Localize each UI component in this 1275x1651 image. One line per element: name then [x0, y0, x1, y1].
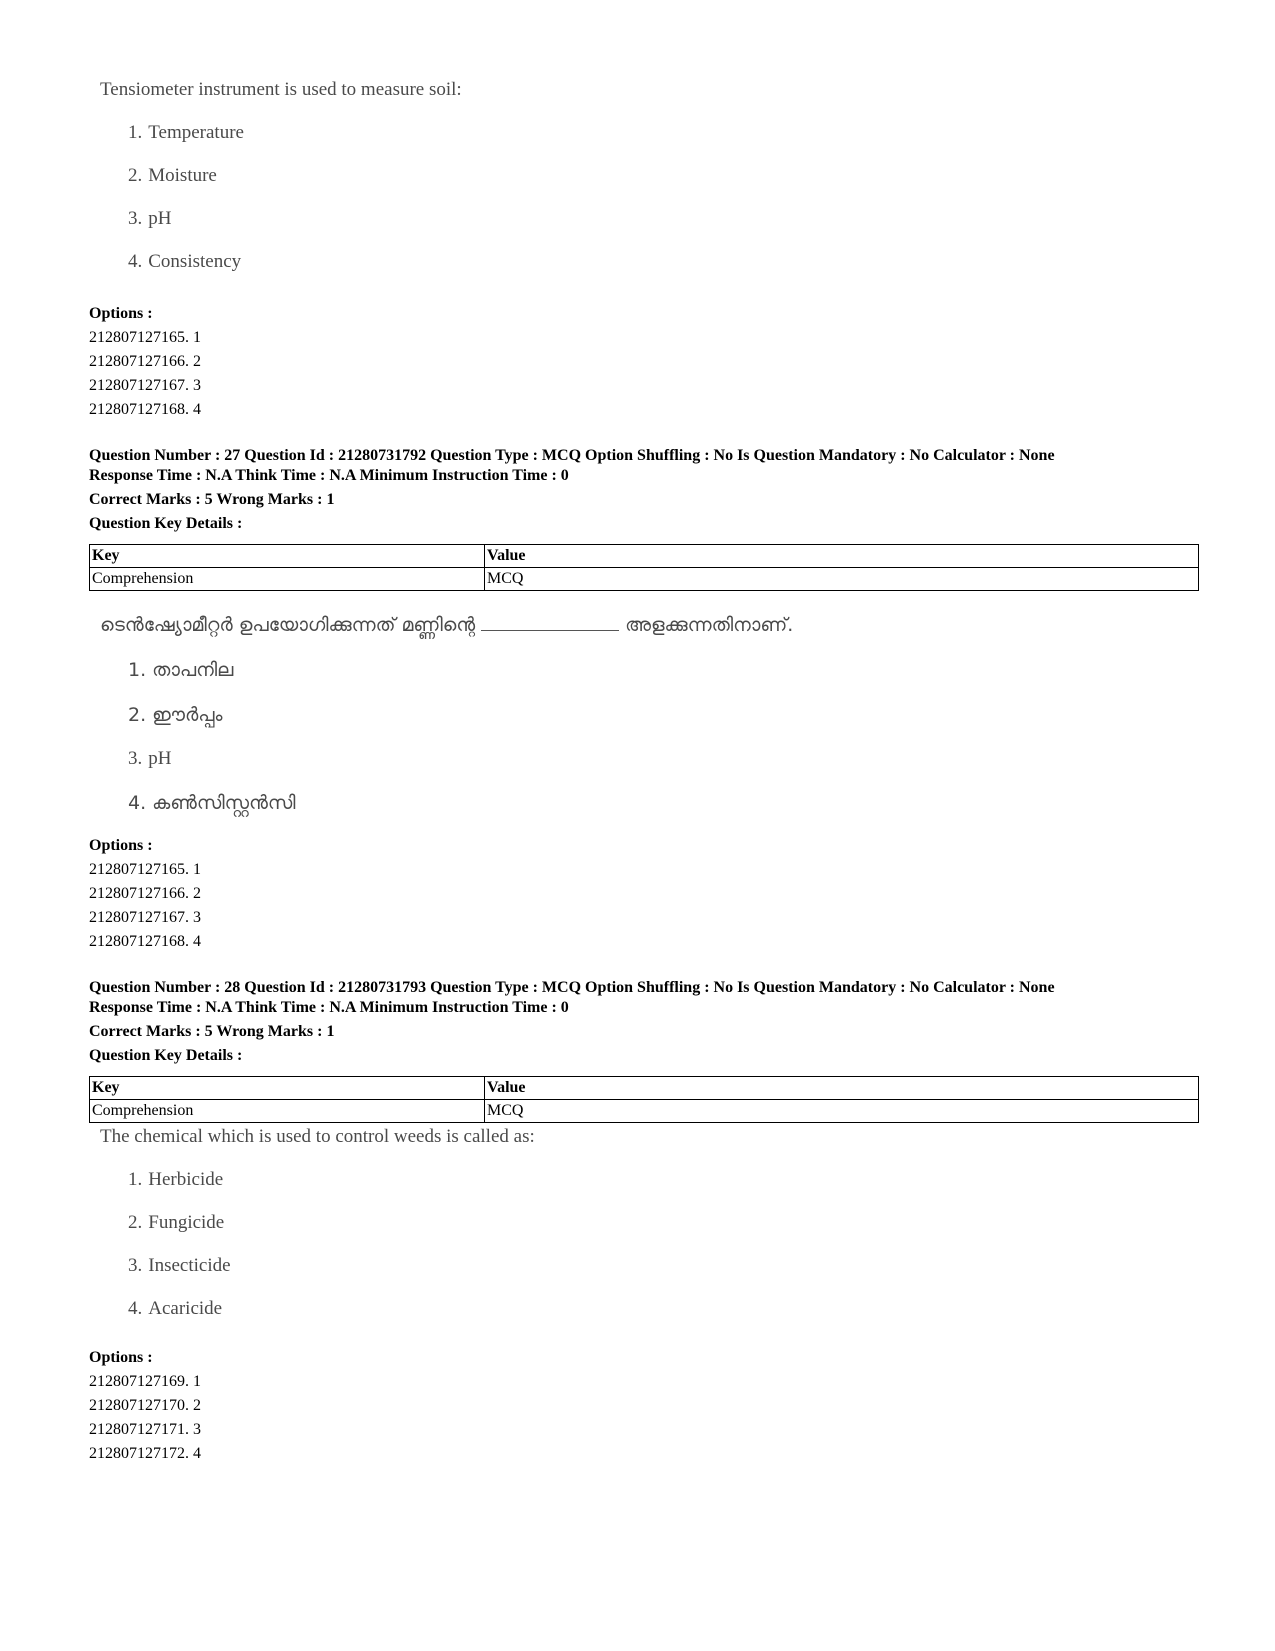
- key-details-table-q27: [89, 544, 1199, 591]
- option-row: 212807127170. 2: [89, 1397, 201, 1414]
- choice-1: 1. Herbicide: [128, 1169, 224, 1190]
- options-label: Options :: [89, 1349, 153, 1366]
- table-cell-value: MCQ: [485, 568, 1199, 591]
- question-header-q28: [89, 978, 1199, 1068]
- question-meta-line2: Response Time : N.A Think Time : N.A Minimum Instruction Time : 0: [89, 467, 569, 484]
- question-stem: The chemical which is used to control weeds is called as:: [100, 1126, 535, 1147]
- question-image-q28: [100, 1126, 535, 1320]
- key-details-label: Question Key Details :: [89, 1047, 243, 1064]
- choice-4: 4. Consistency: [128, 251, 242, 272]
- question-stem: Tensiometer instrument is used to measure soil:: [100, 79, 462, 100]
- option-row: 212807127168. 4: [89, 401, 201, 418]
- option-row: 212807127165. 1: [89, 329, 201, 346]
- question-image-q27: [100, 614, 793, 814]
- question-meta-line1: Question Number : 27 Question Id : 21280731792 Question Type : MCQ Option Shuffling : No Is Question Mandatory : No Calculator : None: [89, 447, 1055, 464]
- option-row: 212807127167. 3: [89, 909, 201, 926]
- marks-line: Correct Marks : 5 Wrong Marks : 1: [89, 1023, 335, 1040]
- option-row: 212807127166. 2: [89, 885, 201, 902]
- choice-1: 1. Temperature: [128, 122, 244, 143]
- key-details-label: Question Key Details :: [89, 515, 243, 532]
- options-list-q26: [89, 302, 1199, 422]
- choice-2: 2. Fungicide: [128, 1212, 225, 1233]
- answer-blank: [481, 630, 619, 631]
- table-header-row: [90, 545, 1199, 568]
- options-label: Options :: [89, 305, 153, 322]
- choice-4: 4. Acaricide: [128, 1298, 223, 1319]
- choice-3: 3. pH: [128, 208, 172, 229]
- options-list-q27: [89, 834, 1199, 954]
- table-header-key: Key: [90, 1077, 485, 1100]
- option-row: 212807127171. 3: [89, 1421, 201, 1438]
- question-header-q27: [89, 446, 1199, 536]
- option-row: 212807127172. 4: [89, 1445, 201, 1462]
- table-cell-value: MCQ: [485, 1100, 1199, 1123]
- table-header-value: Value: [485, 545, 1199, 568]
- choice-3: 3. Insecticide: [128, 1255, 231, 1276]
- option-row: 212807127169. 1: [89, 1373, 201, 1390]
- marks-line: Correct Marks : 5 Wrong Marks : 1: [89, 491, 335, 508]
- table-row: [90, 568, 1199, 591]
- option-row: 212807127167. 3: [89, 377, 201, 394]
- question-meta-line1: Question Number : 28 Question Id : 21280731793 Question Type : MCQ Option Shuffling : No Is Question Mandatory : No Calculator : None: [89, 979, 1055, 996]
- option-row: 212807127165. 1: [89, 861, 201, 878]
- choice-4: 4. കൺസിസ്റ്റൻസി: [128, 792, 296, 814]
- question-stem: ടെൻഷ്യോമീറ്റർ ഉപയോഗിക്കുന്നത് മണ്ണിന്റെ അളക്കുന്നതിനാണ്.: [100, 614, 794, 636]
- question-image-q26: [100, 79, 462, 273]
- table-header-value: Value: [485, 1077, 1199, 1100]
- table-cell-key: Comprehension: [90, 568, 485, 591]
- table-cell-key: Comprehension: [90, 1100, 485, 1123]
- table-header-key: Key: [90, 545, 485, 568]
- question-meta-line2: Response Time : N.A Think Time : N.A Minimum Instruction Time : 0: [89, 999, 569, 1016]
- choice-1: 1. താപനില: [128, 659, 234, 681]
- table-header-row: [90, 1077, 1199, 1100]
- choice-3: 3. pH: [128, 748, 172, 769]
- choice-2: 2. Moisture: [128, 165, 217, 186]
- key-details-table-q28: [89, 1076, 1199, 1123]
- choice-2: 2. ഈർപ്പം: [128, 704, 223, 726]
- option-row: 212807127166. 2: [89, 353, 201, 370]
- options-label: Options :: [89, 837, 153, 854]
- option-row: 212807127168. 4: [89, 933, 201, 950]
- options-list-q28: [89, 1346, 1199, 1466]
- table-row: [90, 1100, 1199, 1123]
